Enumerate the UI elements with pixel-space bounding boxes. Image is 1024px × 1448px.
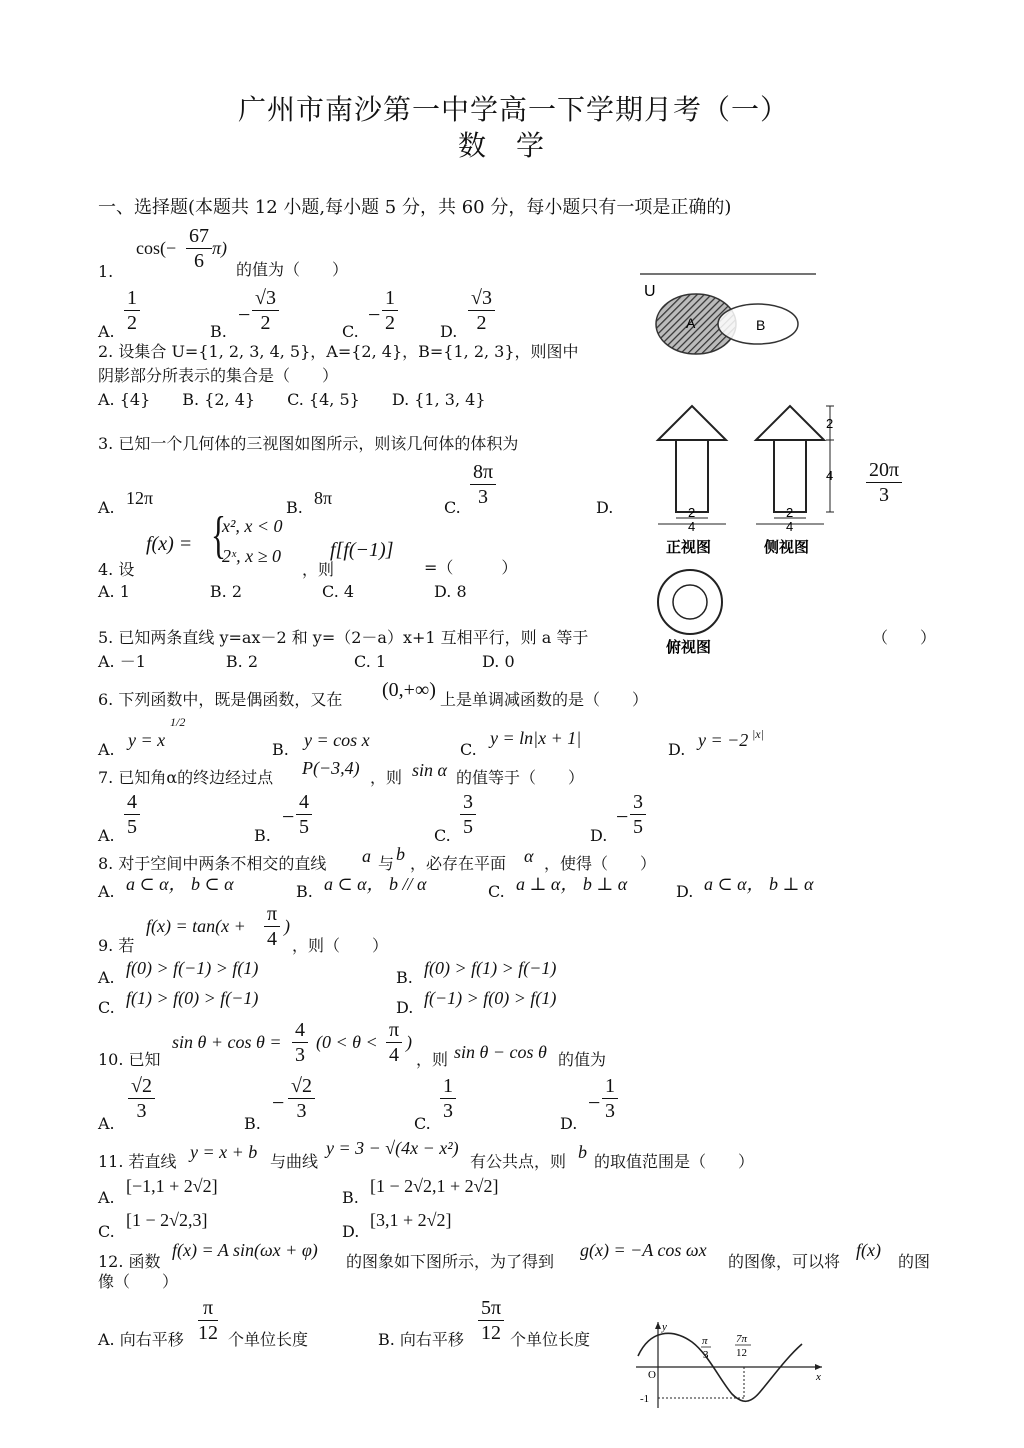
venn-diagram [636,270,818,365]
q12-f: f(x) [856,1240,881,1260]
q1-frac-num: 67 [186,224,212,249]
graph-y-label: y [662,1321,667,1333]
q10-cond-den: 4 [389,1044,400,1066]
top-view-label: 俯视图 [666,638,712,656]
q10-c-num: 1 [440,1074,456,1099]
q7-sin-alpha: sin α [412,760,447,780]
q11-tail-a: 有公共点，则 [470,1152,567,1171]
q7-b-num: 4 [296,790,312,815]
graph-t1-den: 3 [703,1349,709,1361]
side-dim-4: 4 [786,519,794,534]
graph-t2-den: 12 [736,1347,747,1359]
q9-frac [264,902,280,951]
q6-opt-a-label: A. [98,740,115,759]
graph-t1-num: π [702,1335,708,1347]
q4-case1: x², x < 0 [222,516,283,536]
q4-brace: { [210,507,226,564]
q7-opt-d-label: D. [590,826,608,845]
q10-opt-a-label: A. [98,1114,115,1133]
q6-opt-d: y = −2 [698,730,749,750]
q7-a-den: 5 [127,816,137,838]
q11-opt-c-label: C. [98,1222,115,1241]
q10-d-den: 3 [605,1100,615,1122]
q3-opt-d [866,458,902,507]
q1-expr-pre: cos(− [136,238,177,258]
q8-with: 与 [378,854,395,873]
q3-d-den: 3 [879,484,890,506]
venn-a-label: A [686,315,696,331]
q9-opt-d-label: D. [396,998,414,1017]
q9-opt-b: f(0) > f(1) > f(−1) [424,958,557,978]
q1-number: 1. [98,262,114,281]
q9-number: 9. 若 [98,936,135,955]
q1-opt-d [468,286,495,335]
q10-cond-frac [386,1018,402,1067]
graph-minus-one: -1 [640,1393,650,1405]
q1-b-minus: − [238,302,251,327]
q7-d-minus: − [616,804,629,829]
q1-b-den: 2 [260,312,271,334]
q11-curve: y = 3 − √(4x − x²) [326,1138,459,1158]
q10-b-num: √2 [288,1074,315,1099]
q1-opt-b [252,286,279,335]
q8-plane-alpha: α [524,846,534,866]
q5-options: A. －1 B. 2 C. 1 D. 0 [98,652,515,671]
q11-opt-d: [3,1 + 2√2] [370,1210,452,1230]
q10-then: ，则 [416,1050,449,1069]
q12-opt-b-frac [478,1296,504,1345]
q10-opt-d-label: D. [560,1114,578,1133]
q10-number: 10. 已知 [98,1050,161,1069]
q12-a-den: 12 [198,1322,218,1344]
q12-tail-b: 的图 [898,1252,931,1271]
q10-value [292,1018,308,1067]
q10-a-num: √2 [128,1074,155,1099]
q12-b-den: 12 [481,1322,502,1344]
q8-stem-b: ，必存在平面 [410,854,507,873]
q11-opt-c: [1 − 2√2,3] [126,1210,208,1230]
q2-options: A. {4} B. {2, 4} C. {4, 5} D. {1, 3, 4} [98,390,486,409]
q10-b-minus: − [272,1090,285,1115]
q8-stem-a: 8. 对于空间中两条不相交的直线 [98,854,327,873]
q12-opt-b: B. 向右平移 [378,1330,464,1349]
q7-point: P(−3,4) [302,758,360,778]
q4-expr: f[f(−1)] [330,539,394,561]
q3-opt-c [470,460,496,509]
q4-number: 4. 设 [98,560,135,579]
q12-line2: 像（ ） [98,1272,179,1291]
q11-opt-a-label: A. [98,1188,115,1207]
q8-opt-b-label: B. [296,882,313,901]
q7-stem-b: ，则 [370,768,403,787]
q8-opt-a: a ⊂ α， b ⊂ α [126,874,234,894]
q10-c-den: 3 [443,1100,453,1122]
front-dim-4: 4 [688,519,696,534]
q9-opt-a-label: A. [98,968,115,987]
q8-opt-b: a ⊂ α， b // α [324,874,427,894]
q1-opt-d-label: D. [440,322,458,341]
q6-opt-a: y = x [128,730,166,750]
q3-opt-c-label: C. [444,498,461,517]
q12-opt-a: A. 向右平移 [98,1330,184,1349]
q8-opt-d-label: D. [676,882,694,901]
q9-opt-a: f(0) > f(−1) > f(1) [126,958,259,978]
q11-opt-b: [1 − 2√2,1 + 2√2] [370,1176,499,1196]
q1-a-den: 2 [127,312,137,334]
q11-line: y = x + b [190,1142,258,1162]
q6-interval: (0,+∞) [382,679,436,701]
q1-d-num: √3 [468,286,495,311]
q6-opt-d-exp: |x| [752,727,764,741]
front-view-label: 正视图 [666,538,712,556]
q10-b-den: 3 [296,1100,307,1122]
q7-d-num: 3 [630,790,646,815]
q3-d-num: 20π [866,458,902,483]
side-view-label: 侧视图 [764,538,810,556]
q10-value-num: 4 [292,1018,308,1043]
q6-opt-c-label: C. [460,740,477,759]
q12-number: 12. 函数 [98,1252,161,1271]
q9-opt-c-label: C. [98,998,115,1017]
venn-b-label: B [756,317,766,333]
q12-a-num: π [198,1296,218,1321]
graph-origin-label: O [648,1369,656,1381]
three-view-figure [650,400,850,660]
q10-close: ) [406,1032,412,1052]
q7-b-minus: − [282,804,295,829]
height-dim-2: 2 [826,416,834,431]
q7-opt-c [460,790,476,839]
q3-c-num: 8π [470,460,496,485]
q8-opt-a-label: A. [98,882,115,901]
q1-opt-c-label: C. [342,322,359,341]
q3-opt-d-label: D. [596,498,614,517]
front-dim-2: 2 [688,505,696,520]
q8-stem-c: ，使得（ ） [544,854,657,873]
q10-opt-b-label: B. [244,1114,261,1133]
q11-tail-b: 的取值范围是（ ） [594,1152,755,1171]
q12-b-num: 5π [478,1296,504,1321]
q8-opt-d: a ⊂ α， b ⊥ α [704,874,814,894]
q9-tail: ，则（ ） [292,936,389,955]
q4-then: ，则 [302,560,335,579]
q11-opt-b-label: B. [342,1188,359,1207]
graph-x-label: x [816,1371,821,1383]
q2-stem-line1: 2. 设集合 U={1, 2, 3, 4, 5}，A={2, 4}，B={1, 2, 3}，则图中 [98,342,579,361]
q6-stem-a: 6. 下列函数中，既是偶函数，又在 [98,690,343,709]
q1-frac-den: 6 [194,250,204,272]
q1-b-num: √3 [252,286,279,311]
q1-opt-c [382,286,398,335]
q4-options: A. 1 B. 2 C. 4 D. 8 [98,582,467,601]
q7-opt-b [296,790,312,839]
q1-c-den: 2 [385,312,395,334]
q7-stem-a: 7. 已知角α的终边经过点 [98,768,274,787]
q12-gx: g(x) = −A cos ωx [580,1240,707,1260]
q9-fx: f(x) = tan(x + [146,916,246,936]
q9-opt-c: f(1) > f(0) > f(−1) [126,988,259,1008]
q3-stem: 3. 已知一个几何体的三视图如图所示，则该几何体的体积为 [98,434,519,453]
q8-opt-c: a ⊥ α， b ⊥ α [516,874,628,894]
q1-suffix: 的值为（ ） [236,260,349,279]
section-heading: 一、选择题(本题共 12 小题,每小题 5 分，共 60 分，每小题只有一项是正确的) [98,197,732,218]
q9-close: ) [284,916,290,936]
q12-opt-a-unit: 个单位长度 [228,1330,309,1349]
q8-line-b: b [396,844,405,864]
q6-opt-a-exp: 1/2 [170,715,186,729]
q7-opt-d [630,790,646,839]
exam-subject: 数 学 [458,129,546,162]
q12-tail-a: 的图像，可以将 [728,1252,841,1271]
q7-b-den: 5 [299,816,309,838]
side-dim-2: 2 [786,505,794,520]
q6-opt-c: y = ln|x + 1| [490,728,582,748]
q1-opt-a-label: A. [98,322,115,341]
q5-stem: 5. 已知两条直线 y=ax－2 和 y=（2－a）x+1 互相平行，则 a 等于 [98,628,589,647]
q12-mid: 的图象如下图所示，为了得到 [346,1252,555,1271]
q1-c-num: 1 [382,286,398,311]
q10-opt-c [440,1074,456,1123]
q8-line-a: a [362,846,371,866]
q11-b: b [578,1142,587,1162]
q7-opt-c-label: C. [434,826,451,845]
q10-cond: (0 < θ < [316,1032,378,1052]
q7-opt-a [124,790,140,839]
q11-opt-d-label: D. [342,1222,360,1241]
q12-opt-b-unit: 个单位长度 [510,1330,591,1349]
q10-expr: sin θ − cos θ [454,1042,547,1062]
q7-d-den: 5 [633,816,643,838]
q4-fx: f(x) = [146,533,193,555]
q10-opt-d [602,1074,618,1123]
q3-opt-a: 12π [126,488,154,508]
q7-stem-c: 的值等于（ ） [456,768,585,787]
q10-d-minus: − [588,1090,601,1115]
q9-opt-d: f(−1) > f(0) > f(1) [424,988,557,1008]
q3-opt-a-label: A. [98,498,115,517]
q7-c-num: 3 [460,790,476,815]
q3-opt-b-label: B. [286,498,303,517]
q5-paren: （ ） [872,628,937,647]
q11-number: 11. 若直线 [98,1152,177,1171]
q10-d-num: 1 [602,1074,618,1099]
q10-opt-c-label: C. [414,1114,431,1133]
venn-u-label: U [644,283,656,300]
q11-opt-a: [−1,1 + 2√2] [126,1176,218,1196]
q3-c-den: 3 [478,486,489,508]
q4-case2: 2ˣ, x ≥ 0 [222,546,281,566]
q10-a-den: 3 [136,1100,147,1122]
q10-opt-a [128,1074,155,1123]
q12-opt-a-frac [198,1296,218,1345]
q6-stem-b: 上是单调减函数的是（ ） [440,690,649,709]
q1-opt-a [124,286,140,335]
sine-graph [632,1318,828,1412]
q10-value-den: 3 [295,1044,305,1066]
q1-frac [186,224,212,273]
q7-a-num: 4 [124,790,140,815]
q8-opt-c-label: C. [488,882,505,901]
q11-with: 与曲线 [270,1152,319,1171]
q2-stem-line2: 阴影部分所表示的集合是（ ） [98,366,339,385]
exam-title: 广州市南沙第一中学高一下学期月考（一） [238,93,790,126]
q1-opt-b-label: B. [210,322,227,341]
q4-tail: =（ ） [424,558,518,577]
q6-opt-b: y = cos x [304,730,370,750]
q1-c-minus: − [368,302,381,327]
q9-frac-num: π [264,902,280,927]
q9-opt-b-label: B. [396,968,413,987]
q12-fx: f(x) = A sin(ωx + φ) [172,1240,318,1260]
q6-opt-b-label: B. [272,740,289,759]
q7-c-den: 5 [463,816,473,838]
q3-opt-b: 8π [314,488,333,508]
q1-d-den: 2 [476,312,487,334]
q7-opt-b-label: B. [254,826,271,845]
q10-cond-num: π [386,1018,402,1043]
q9-frac-den: 4 [267,928,278,950]
q10-lhs: sin θ + cos θ = [172,1032,282,1052]
q1-a-num: 1 [124,286,140,311]
q1-expr-post: π) [212,238,228,258]
q6-opt-d-label: D. [668,740,686,759]
q10-tail: 的值为 [558,1050,607,1069]
q7-opt-a-label: A. [98,826,115,845]
height-dim-4: 4 [826,468,834,483]
graph-t2-num: 7π [736,1333,748,1345]
q10-opt-b [288,1074,315,1123]
